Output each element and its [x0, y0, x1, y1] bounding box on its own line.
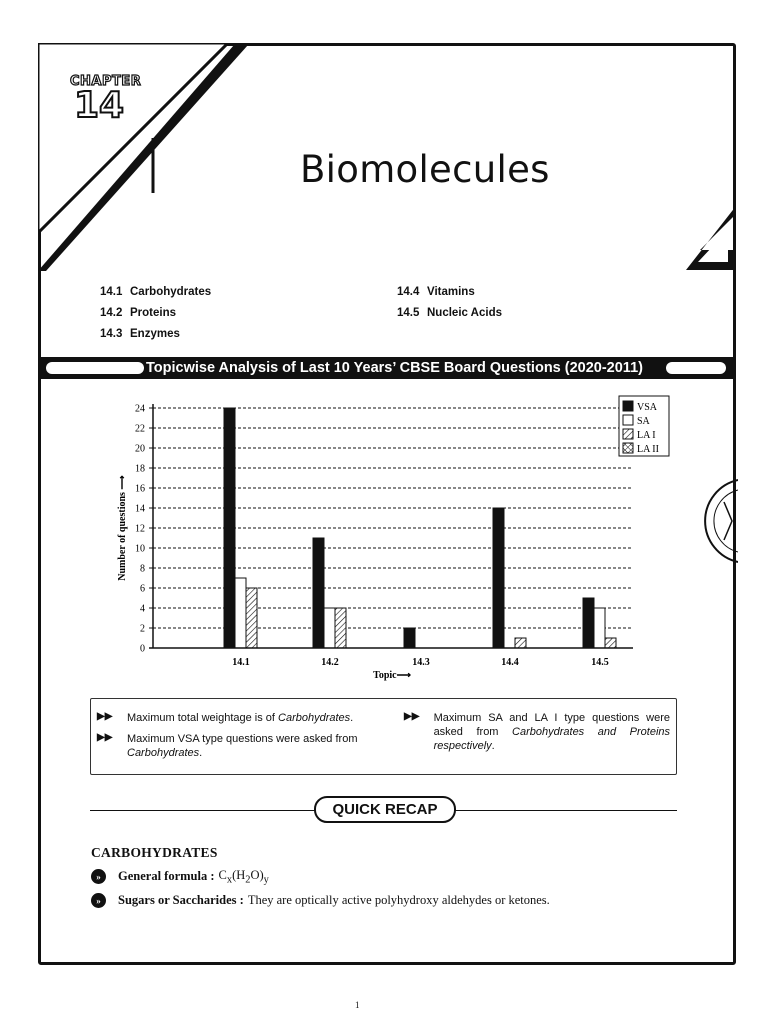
y-tick-label: 2 — [140, 623, 145, 635]
legend-swatch — [623, 443, 633, 453]
y-tick-label: 4 — [140, 603, 145, 615]
y-tick-label: 22 — [135, 423, 145, 435]
page-number: 1 — [355, 1000, 360, 1010]
quick-recap-label: QUICK RECAP — [314, 796, 456, 823]
section-heading: CARBOHYDRATES — [91, 845, 218, 860]
bar-sa — [594, 608, 605, 648]
arrow-bullet-icon: » — [91, 869, 106, 884]
observations-box — [90, 698, 677, 775]
topic-item: 14.1 Carbohydrates — [100, 286, 212, 298]
double-arrow-icon: ▶▶ — [97, 711, 113, 722]
topic-item: 14.4 Vitamins — [397, 286, 475, 298]
x-tick-label: 14.1 — [232, 657, 250, 668]
arrow-bullet-icon: » — [91, 893, 106, 908]
recap-item-sugars: » Sugars or Saccharides : They are optically active polyhydroxy aldehydes or ketones. — [91, 893, 550, 908]
legend-label: SA — [637, 416, 650, 427]
legend-swatch — [623, 429, 633, 439]
banner-text: Topicwise Analysis of Last 10 Years’ CBSE Board Questions (2020-2011) — [146, 360, 643, 376]
double-arrow-icon: ▶▶ — [404, 711, 420, 722]
chapter-label: CHAPTER — [70, 74, 142, 89]
y-tick-label: 20 — [135, 443, 145, 455]
legend-label: VSA — [637, 402, 658, 413]
y-tick-label: 8 — [140, 563, 145, 575]
x-tick-label: 14.2 — [321, 657, 339, 668]
x-tick-label: 14.4 — [501, 657, 519, 668]
y-tick-label: 12 — [135, 523, 145, 535]
chapter-number: 14 — [74, 85, 125, 126]
bar-vsa — [583, 598, 594, 648]
topic-item: 14.3 Enzymes — [100, 328, 180, 340]
legend-swatch — [623, 415, 633, 425]
page-title: Biomolecules — [300, 148, 550, 191]
observation-item: ▶▶ Maximum SA and LA I type questions were asked from Carbohydrates and Proteins respectively. — [404, 711, 670, 752]
topic-item: 14.5 Nucleic Acids — [397, 307, 502, 319]
bar-vsa — [404, 628, 415, 648]
bar-la-i — [515, 638, 526, 648]
side-tab-decoration — [690, 476, 738, 566]
bar-vsa — [493, 508, 504, 648]
formula: $C_x(H_2O)_y$ — [218, 868, 269, 886]
observation-item: ▶▶ Maximum total weightage is of Carbohydrates. — [97, 711, 354, 724]
legend-label: LA II — [637, 444, 659, 455]
y-tick-label: 14 — [135, 503, 145, 515]
bar-la-i — [246, 588, 257, 648]
observation-item: ▶▶ Maximum VSA type questions were asked from Carbohydrates. — [97, 732, 358, 759]
topic-item: 14.2 Proteins — [100, 307, 177, 319]
bar-la-i — [605, 638, 616, 648]
bar-vsa — [224, 408, 235, 648]
y-tick-label: 10 — [135, 543, 145, 555]
bar-sa — [324, 608, 335, 648]
y-tick-label: 16 — [135, 483, 145, 495]
x-axis-label: Topic⟶ — [373, 670, 411, 681]
y-axis-label: Number of questions ⟶ — [117, 475, 128, 581]
legend-label: LA I — [637, 430, 656, 441]
x-tick-label: 14.5 — [591, 657, 609, 668]
y-tick-label: 24 — [135, 403, 145, 415]
bar-la-i — [335, 608, 346, 648]
bar-sa — [235, 578, 246, 648]
double-arrow-icon: ▶▶ — [97, 732, 113, 743]
y-tick-label: 6 — [140, 583, 145, 595]
legend-swatch — [623, 401, 633, 411]
y-tick-label: 18 — [135, 463, 145, 475]
y-tick-label: 0 — [140, 643, 145, 655]
recap-item-formula: » General formula : $C_x(H_2O)_y$ — [91, 868, 269, 886]
x-tick-label: 14.3 — [412, 657, 430, 668]
bar-vsa — [313, 538, 324, 648]
